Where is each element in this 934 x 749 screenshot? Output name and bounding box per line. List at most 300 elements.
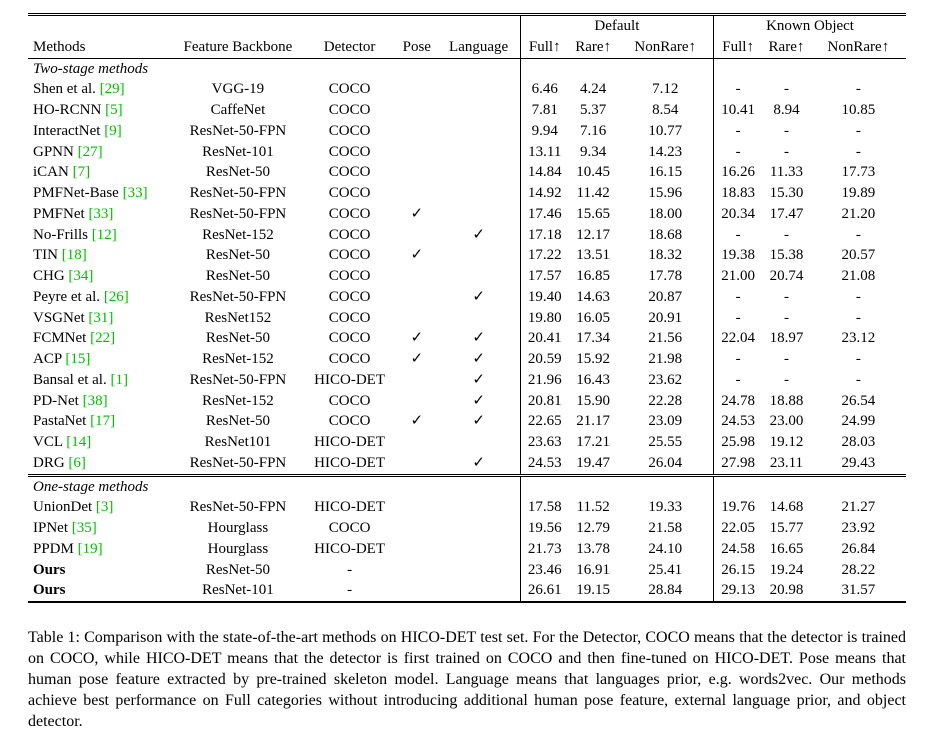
column-header: Rare↑ (569, 37, 618, 58)
metric-value: 10.85 (841, 102, 876, 118)
detector-cell: COCO (328, 143, 371, 160)
metric-value: 16.05 (576, 309, 610, 326)
table-row (28, 580, 906, 602)
metric-value: 28.84 (648, 582, 683, 599)
detector-cell: - (347, 561, 353, 578)
metric-value: 15.65 (576, 205, 610, 222)
table-row (28, 370, 906, 391)
metric-value: 16.26 (714, 162, 763, 183)
metric-value: 18.88 (769, 392, 804, 409)
metric-value: 19.33 (648, 499, 683, 516)
metric-value: 19.38 (714, 245, 763, 266)
pose-cell (396, 183, 437, 204)
metric-value: 19.40 (520, 287, 569, 308)
detector-cell: COCO (328, 392, 371, 409)
column-header: Full↑ (520, 37, 569, 58)
language-cell (437, 580, 520, 602)
detector-cell: HICO-DET (314, 499, 385, 516)
metric-value: 24.78 (714, 391, 763, 412)
detector-cell: COCO (328, 81, 371, 98)
metric-value: 14.84 (520, 162, 569, 183)
table-row (28, 539, 906, 560)
metric-value: - (714, 308, 763, 329)
metric-value: - (783, 143, 789, 160)
method-cell (28, 225, 173, 246)
method-name: HO-RCNN (33, 102, 102, 118)
metric-value: - (855, 371, 861, 388)
metric-value: 10.77 (648, 122, 683, 139)
metric-value: - (714, 79, 763, 100)
metric-value: 14.23 (648, 143, 683, 160)
metric-value: 27.98 (714, 453, 763, 475)
column-header: Methods (28, 37, 173, 58)
detector-cell: COCO (328, 205, 371, 222)
pose-cell: ✓ (410, 351, 424, 367)
metric-value: 19.76 (714, 497, 763, 518)
citation-link[interactable]: [38] (82, 392, 108, 409)
detector-cell: COCO (328, 185, 371, 201)
citation-link[interactable]: [3] (95, 499, 114, 516)
backbone-cell: ResNet-50 (205, 164, 270, 181)
citation-link[interactable]: [18] (61, 247, 87, 264)
method-cell (28, 432, 173, 453)
metric-value: 11.52 (576, 499, 610, 516)
metric-value: 10.41 (714, 100, 763, 121)
metric-value: 7.16 (579, 122, 607, 139)
language-cell (437, 560, 520, 581)
metric-value: 23.63 (520, 432, 569, 453)
detector-cell: COCO (328, 351, 371, 367)
citation-link[interactable]: [22] (90, 330, 116, 347)
backbone-cell: ResNet-50 (205, 268, 270, 284)
backbone-cell: Hourglass (207, 540, 269, 557)
method-cell (28, 121, 173, 142)
metric-value: 18.00 (648, 205, 683, 222)
backbone-cell: ResNet-101 (202, 143, 274, 160)
section-title: Two-stage methods (33, 60, 149, 77)
metric-value: - (783, 309, 789, 326)
method-cell (28, 245, 173, 266)
metric-value: 26.04 (648, 454, 683, 471)
method-name: TIN (33, 247, 58, 264)
citation-link[interactable]: [19] (77, 540, 103, 557)
backbone-cell: ResNet-50 (205, 561, 270, 578)
detector-cell: COCO (328, 520, 371, 536)
metric-value: 17.18 (520, 225, 569, 246)
detector-cell: COCO (328, 122, 371, 139)
table-row (28, 432, 906, 453)
citation-link[interactable]: [5] (105, 102, 123, 118)
metric-value: - (714, 121, 763, 142)
metric-value: 20.98 (769, 582, 804, 599)
section-header-row (28, 58, 906, 79)
language-cell (437, 308, 520, 329)
metric-value: 26.84 (841, 540, 876, 557)
metric-value: 15.77 (769, 520, 804, 536)
method-cell (28, 411, 173, 432)
metric-value: 24.99 (841, 413, 876, 430)
metric-value: - (714, 142, 763, 163)
method-name: FCMNet (33, 330, 87, 347)
metric-value: 22.04 (714, 328, 763, 349)
metric-value: 17.22 (520, 245, 569, 266)
pose-cell: ✓ (410, 330, 424, 347)
backbone-cell: ResNet-50-FPN (189, 185, 287, 201)
citation-link[interactable]: [33] (122, 185, 148, 201)
method-cell (28, 287, 173, 308)
method-cell (28, 518, 173, 539)
metric-value: 21.56 (648, 330, 683, 347)
table-row (28, 411, 906, 432)
pose-cell (396, 497, 437, 518)
pose-cell (396, 100, 437, 121)
metric-value: 22.28 (648, 392, 683, 409)
method-name: Ours (33, 582, 66, 599)
language-cell: ✓ (472, 392, 485, 409)
metric-value: 24.58 (714, 539, 763, 560)
pose-cell (396, 266, 437, 287)
metric-value: 14.92 (520, 183, 569, 204)
metric-value: 21.96 (520, 370, 569, 391)
metric-value: - (783, 226, 789, 243)
table-row (28, 518, 906, 539)
table-row (28, 245, 906, 266)
metric-value: 25.98 (714, 432, 763, 453)
citation-link[interactable]: [26] (103, 288, 129, 305)
table-row (28, 328, 906, 349)
metric-value: 14.63 (576, 288, 610, 305)
language-cell: ✓ (472, 226, 485, 243)
detector-cell: COCO (328, 288, 371, 305)
table-row (28, 497, 906, 518)
backbone-cell: ResNet-50-FPN (189, 205, 287, 222)
metric-value: - (714, 225, 763, 246)
metric-value: 12.17 (576, 226, 610, 243)
method-cell (28, 162, 173, 183)
citation-link[interactable]: [33] (88, 205, 114, 222)
metric-value: 4.24 (579, 81, 607, 98)
metric-value: 29.13 (714, 580, 763, 602)
language-cell: ✓ (472, 330, 485, 347)
backbone-cell: ResNet101 (204, 434, 272, 450)
metric-value: - (855, 226, 861, 243)
pose-cell (396, 162, 437, 183)
citation-link[interactable]: [6] (68, 454, 86, 471)
metric-value: - (714, 349, 763, 370)
metric-value: 20.41 (520, 328, 569, 349)
table-row (28, 560, 906, 581)
table-row (28, 266, 906, 287)
metric-value: 19.80 (520, 308, 569, 329)
table-row (28, 287, 906, 308)
metric-value: - (855, 81, 861, 98)
language-cell: ✓ (472, 288, 485, 305)
method-cell (28, 266, 173, 287)
metric-value: 17.21 (576, 434, 610, 450)
metric-value: 19.56 (520, 518, 569, 539)
metric-value: 6.46 (520, 79, 569, 100)
detector-cell: COCO (328, 268, 371, 284)
column-header: Detector (303, 37, 396, 58)
language-cell (437, 432, 520, 453)
metric-value: 17.34 (576, 330, 610, 347)
column-header-row (28, 37, 906, 58)
citation-link[interactable]: [31] (88, 309, 114, 326)
language-cell (437, 100, 520, 121)
metric-value: 26.15 (714, 560, 763, 581)
table-row (28, 453, 906, 475)
metric-value: 18.83 (714, 183, 763, 204)
metric-value: - (783, 122, 789, 139)
metric-value: 8.94 (773, 102, 800, 118)
method-name: PPDM (33, 540, 74, 557)
pose-cell: ✓ (410, 247, 424, 264)
method-cell (28, 453, 173, 475)
table-row (28, 79, 906, 100)
pose-cell (396, 79, 437, 100)
section-title: One-stage methods (28, 475, 520, 497)
column-header: Pose (396, 37, 437, 58)
backbone-cell: ResNet-50 (205, 247, 270, 264)
citation-link[interactable]: [1] (110, 371, 128, 388)
method-cell (28, 100, 173, 121)
backbone-cell: ResNet-152 (202, 226, 274, 243)
table-head (28, 15, 906, 59)
metric-value: 9.94 (520, 121, 569, 142)
method-cell (28, 183, 173, 204)
metric-value: 14.68 (769, 499, 804, 516)
metric-value: 15.38 (769, 247, 804, 264)
detector-cell: HICO-DET (314, 454, 385, 471)
backbone-cell: ResNet-50-FPN (189, 371, 287, 388)
backbone-cell: Hourglass (207, 520, 269, 536)
group-header-row (28, 15, 906, 37)
metric-value: 20.34 (714, 204, 763, 225)
metric-value: 16.65 (769, 540, 804, 557)
metric-value: - (783, 351, 789, 367)
method-cell (28, 308, 173, 329)
backbone-cell: ResNet-50-FPN (189, 288, 287, 305)
metric-value: 28.22 (841, 561, 876, 578)
method-cell (28, 349, 173, 370)
table-row (28, 142, 906, 163)
method-cell (28, 580, 173, 602)
metric-value: - (855, 288, 861, 305)
metric-value: - (783, 371, 789, 388)
metric-value: 13.78 (576, 540, 610, 557)
pose-cell (396, 518, 437, 539)
metric-value: 19.89 (841, 185, 876, 201)
metric-value: 22.05 (714, 518, 763, 539)
metric-value: 23.46 (520, 560, 569, 581)
method-cell (28, 370, 173, 391)
method-name: PMFNet-Base (33, 185, 119, 201)
metric-value: 21.08 (841, 268, 876, 284)
metric-value: 15.30 (769, 185, 804, 201)
method-cell (28, 142, 173, 163)
method-cell (28, 539, 173, 560)
metric-value: 19.47 (576, 454, 610, 471)
language-cell (437, 245, 520, 266)
pose-cell (396, 580, 437, 602)
language-cell (437, 204, 520, 225)
metric-value: 18.97 (769, 330, 804, 347)
metric-value: 26.61 (520, 580, 569, 602)
metric-value: 23.12 (841, 330, 876, 347)
citation-link[interactable]: [15] (65, 351, 91, 367)
method-cell (28, 328, 173, 349)
column-header: NonRare↑ (811, 37, 906, 58)
citation-link[interactable]: [27] (77, 143, 103, 160)
metric-value: 18.68 (648, 226, 683, 243)
metric-value: 26.54 (841, 392, 876, 409)
metric-value: 15.90 (576, 392, 610, 409)
method-name: PastaNet (33, 413, 87, 430)
language-cell (437, 518, 520, 539)
language-cell: ✓ (472, 371, 485, 388)
table-row (28, 349, 906, 370)
pose-cell (396, 142, 437, 163)
method-name: PD-Net (33, 392, 79, 409)
language-cell (437, 266, 520, 287)
table-row (28, 183, 906, 204)
group-header-spacer (28, 15, 520, 37)
pose-cell (396, 370, 437, 391)
metric-value: 20.91 (648, 309, 683, 326)
method-name: VSGNet (33, 309, 85, 326)
method-name: InteractNet (33, 122, 101, 139)
pose-cell (396, 432, 437, 453)
metric-value: 22.65 (520, 411, 569, 432)
metric-value: 21.27 (841, 499, 876, 516)
metric-value: - (714, 370, 763, 391)
detector-cell: COCO (328, 413, 371, 430)
pose-cell (396, 225, 437, 246)
pose-cell: ✓ (410, 205, 424, 222)
table-row (28, 225, 906, 246)
table-caption: Table 1: Comparison with the state-of-the-art methods on HICO-DET test set. For the Detector, COCO means that the detector is trained on COCO, while HICO-DET means that the detector is first trained on COCO and then fine-tuned on HICO-DET. Pose means that human pose feature extracted by pre-trained skeleton model. Language means that languages prior, e.g. words2vec. Our methods achieve best performance on Full categories without introducing additional human pose feature, external language prior, and object detector. (28, 629, 906, 731)
table-row (28, 308, 906, 329)
metric-value: 31.57 (841, 582, 876, 599)
citation-link[interactable]: [34] (68, 268, 94, 284)
metric-value: 23.00 (769, 413, 804, 430)
metric-value: 20.81 (520, 391, 569, 412)
metric-value: 19.24 (769, 561, 804, 578)
metric-value: - (783, 288, 789, 305)
detector-cell: COCO (328, 164, 371, 181)
method-name: Bansal et al. (33, 371, 107, 388)
metric-value: 25.55 (648, 434, 683, 450)
backbone-cell: ResNet-50 (205, 330, 270, 347)
metric-value: 8.54 (652, 102, 679, 118)
metric-value: 16.85 (576, 268, 610, 284)
detector-cell: - (347, 582, 353, 599)
metric-value: 24.10 (648, 540, 683, 557)
metric-value: 5.37 (579, 102, 607, 118)
metric-value: 16.43 (576, 371, 610, 388)
language-cell (437, 497, 520, 518)
metric-value: 12.79 (576, 520, 610, 536)
column-header: Feature Backbone (173, 37, 303, 58)
backbone-cell: ResNet152 (204, 309, 272, 326)
metric-value: - (855, 351, 861, 367)
method-cell (28, 204, 173, 225)
results-table (28, 13, 906, 603)
metric-value: 13.51 (576, 247, 610, 264)
backbone-cell: ResNet-50 (205, 413, 270, 430)
metric-value: 11.42 (576, 185, 610, 201)
citation-link[interactable]: [12] (91, 226, 117, 243)
citation-link[interactable]: [7] (72, 164, 91, 181)
column-header: Full↑ (714, 37, 763, 58)
column-header: Language (437, 37, 520, 58)
table-body (28, 58, 906, 602)
metric-value: 7.12 (652, 81, 679, 98)
method-name: UnionDet (33, 499, 93, 516)
method-name: DRG (33, 454, 65, 471)
metric-value: - (855, 122, 861, 139)
citation-link[interactable]: [17] (90, 413, 116, 430)
group-header-default: Default (520, 15, 713, 37)
method-cell (28, 497, 173, 518)
method-name: GPNN (33, 143, 74, 160)
metric-value: 17.78 (648, 268, 683, 284)
pose-cell (396, 453, 437, 475)
metric-value: 28.03 (841, 434, 876, 450)
method-cell (28, 79, 173, 100)
detector-cell: HICO-DET (314, 371, 385, 388)
backbone-cell: ResNet-50-FPN (189, 499, 287, 516)
language-cell (437, 183, 520, 204)
metric-value: - (783, 81, 789, 98)
method-name: Peyre et al. (33, 288, 101, 305)
detector-cell: COCO (328, 102, 371, 118)
language-cell (437, 162, 520, 183)
metric-value: 17.73 (841, 164, 876, 181)
metric-value: 20.87 (648, 288, 683, 305)
pose-cell (396, 391, 437, 412)
metric-value: 10.45 (576, 164, 610, 181)
section-spacer (520, 475, 713, 497)
metric-value: 23.62 (648, 371, 683, 388)
method-name: iCAN (33, 164, 69, 181)
backbone-cell: ResNet-50-FPN (189, 454, 287, 471)
method-name: No-Frills (33, 226, 89, 243)
method-name: IPNet (33, 520, 68, 536)
section-spacer (714, 475, 906, 497)
detector-cell: COCO (328, 330, 371, 347)
language-cell (437, 79, 520, 100)
citation-link[interactable]: [29] (99, 81, 125, 98)
section-header-row (28, 475, 906, 497)
citation-link[interactable]: [35] (71, 520, 97, 536)
language-cell: ✓ (472, 413, 485, 430)
method-name: ACP (33, 351, 62, 367)
detector-cell: COCO (328, 226, 371, 243)
metric-value: 7.81 (520, 100, 569, 121)
citation-link[interactable]: [9] (104, 122, 122, 139)
table-row (28, 162, 906, 183)
metric-value: 21.73 (520, 539, 569, 560)
metric-value: 25.41 (648, 561, 683, 578)
backbone-cell: ResNet-152 (202, 351, 274, 367)
metric-value: - (714, 287, 763, 308)
citation-link[interactable]: [14] (66, 434, 92, 450)
method-name: VCL (33, 434, 63, 450)
metric-value: 15.92 (576, 351, 610, 367)
section-spacer (714, 58, 906, 79)
language-cell: ✓ (472, 454, 485, 471)
